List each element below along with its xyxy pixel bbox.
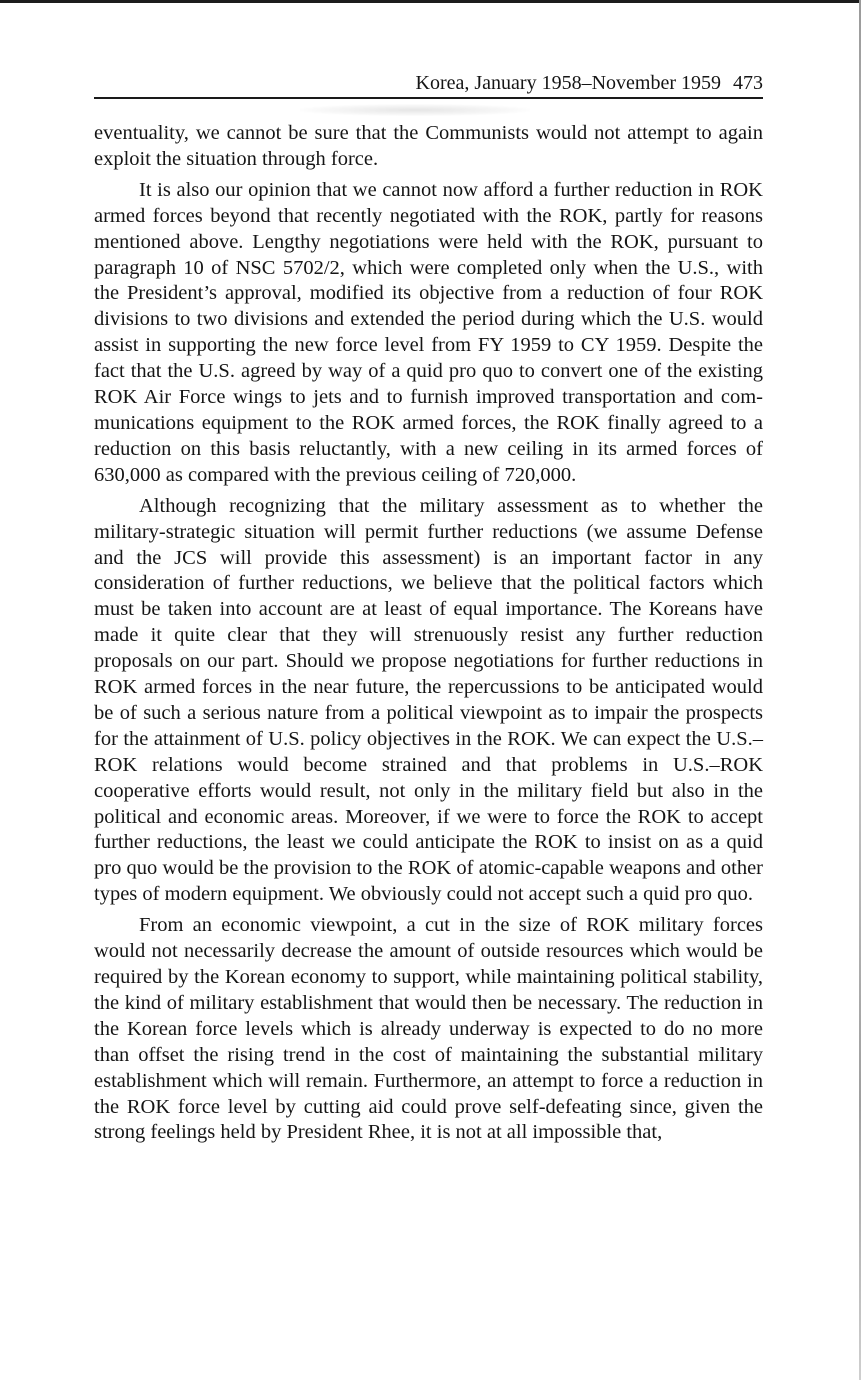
scan-artifact [300,104,530,116]
paragraph: Although recognizing that the military assessment as to whether the military-strategic situation will permit further reductions (we assume Defense and the JCS will provide this assessment) is an important factor in any consideration of further reductions, we believe that the political factors which must be taken into account are at least of equal importance. The Koreans have made it quite clear that they will strenuously resist any further reduction proposals on our part. Should we propose negotiations for further reductions in ROK armed forces in the near future, the repercussions to be anticipated would be of such a serious nature from a political viewpoint as to impair the prospects for the attainment of U.S. policy objectives in the ROK. We can expect the U.S.–ROK relations would become strained and that problems in U.S.–ROK cooperative efforts would result, not only in the military field but also in the political and economic areas. Moreover, if we were to force the ROK to accept further reductions, the least we could anticipate the ROK to insist on as a quid pro quo would be the provision to the ROK of atomic-capable weapons and other types of modern equipment. We obviously could not accept such a quid pro quo. [94,494,763,906]
running-head [94,70,763,99]
page-number: 473 [733,72,763,94]
body-text [94,121,763,1151]
paragraph-continued: eventuality, we cannot be sure that the Communists would not attempt to again exploit the situation through force. [94,122,763,170]
scan-top-edge [0,0,861,3]
running-head-title: Korea, January 1958–November 1959 [415,72,721,94]
paragraph: From an economic viewpoint, a cut in the size of ROK military forces would not necessarily decrease the amount of outside resources which would be required by the Korean economy to support, while maintaining political stability, the kind of military establishment that would then be necessary. The reduction in the Korean force levels which is already underway is expected to do no more than offset the rising trend in the cost of maintaining the substantial military establishment which will remain. Furthermore, an attempt to force a reduction in the ROK force level by cutting aid could prove self-defeating since, given the strong feelings held by President Rhee, it is not at all impossible that, [94,914,763,1144]
paragraph: It is also our opinion that we cannot now afford a further reduction in ROK armed forces beyond that recently negotiated with the ROK, partly for reasons mentioned above. Lengthy negotiations were held with the ROK, pursuant to paragraph 10 of NSC 5702/2, which were completed only when the U.S., with the President’s approval, modified its objective from a reduction of four ROK divisions to two divisions and extended the period during which the U.S. would assist in supporting the new force level from FY 1959 to CY 1959. Despite the fact that the U.S. agreed by way of a quid pro quo to convert one of the existing ROK Air Force wings to jets and to furnish improved transportation and communications equipment to the ROK armed forces, the ROK finally agreed to a reduction on this basis reluctantly, with a new ceiling in its armed forces of 630,000 as compared with the previous ceiling of 720,000. [94,178,763,486]
